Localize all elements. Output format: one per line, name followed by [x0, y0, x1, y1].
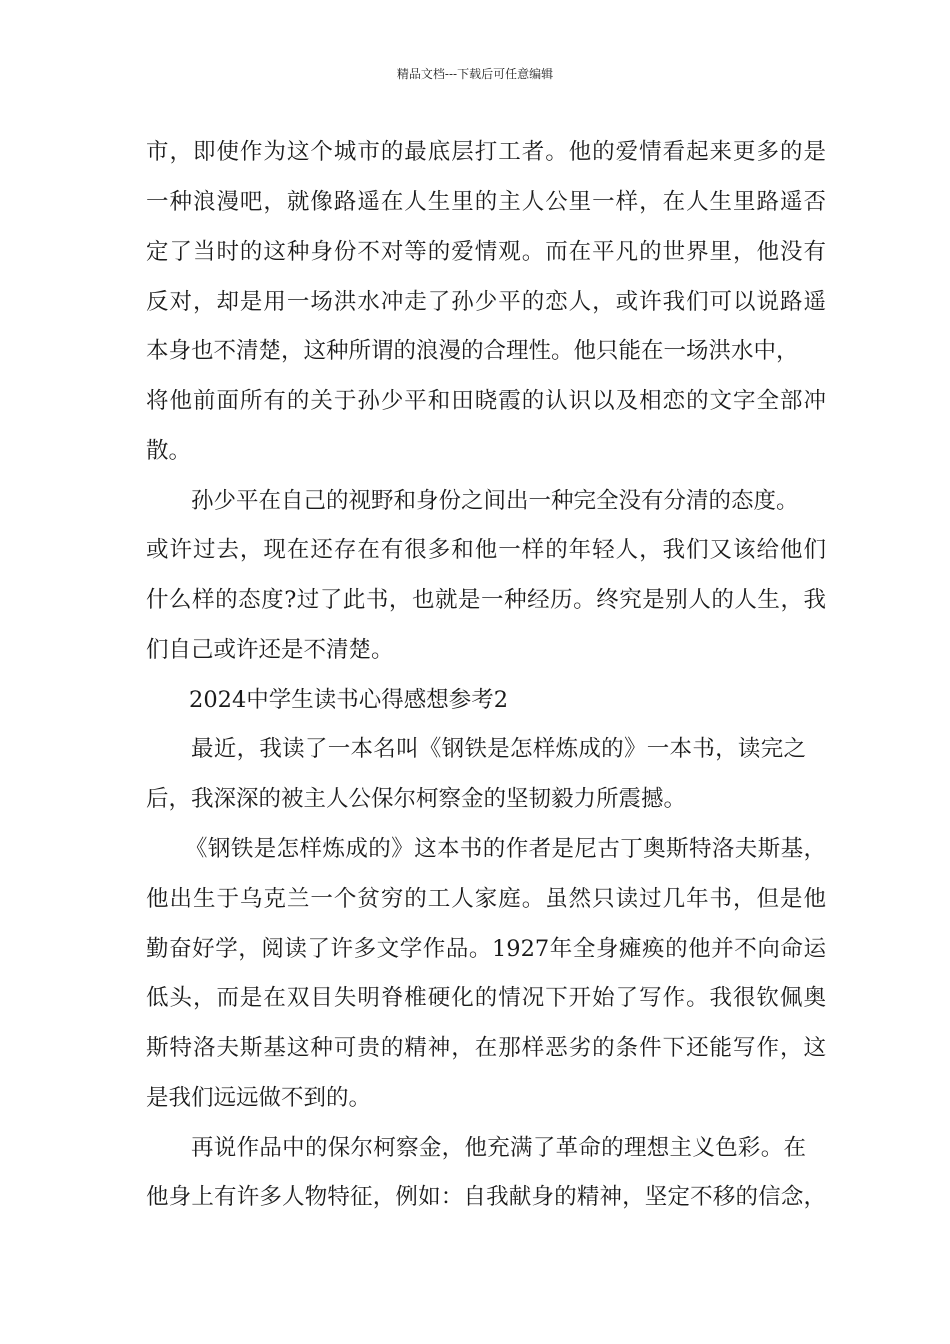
text-line: 一种浪漫吧，就像路遥在人生里的主人公里一样，在人生里路遥否	[146, 189, 826, 215]
text-line: 什么样的态度?过了此书，也就是一种经历。终究是别人的人生，我	[146, 587, 826, 613]
text-line: 斯特洛夫斯基这种可贵的精神，在那样恶劣的条件下还能写作，这	[146, 1035, 826, 1061]
text-line: 或许过去，现在还存在有很多和他一样的年轻人，我们又该给他们	[146, 537, 826, 563]
text-line: 后，我深深的被主人公保尔柯察金的坚韧毅力所震撼。	[146, 786, 687, 812]
text-line: 孙少平在自己的视野和身份之间出一种完全没有分清的态度。	[191, 488, 799, 514]
page-header: 精品文档---下载后可任意编辑	[396, 67, 554, 81]
text-line: 勤奋好学，阅读了许多文学作品。1927年全身瘫痪的他并不向命运	[146, 936, 826, 962]
text-line: 市，即使作为这个城市的最底层打工者。他的爱情看起来更多的是	[146, 139, 826, 165]
text-line: 他身上有许多人物特征，例如：自我献身的精神，坚定不移的信念，	[146, 1184, 826, 1210]
text-line: 再说作品中的保尔柯察金，他充满了革命的理想主义色彩。在	[191, 1135, 806, 1161]
text-line: 散。	[146, 438, 192, 464]
text-line: 定了当时的这种身份不对等的爱情观。而在平凡的世界里，他没有	[146, 239, 826, 265]
section-heading: 2024中学生读书心得感想参考2	[189, 687, 509, 713]
text-line: 们自己或许还是不清楚。	[146, 637, 394, 663]
text-line: 最近，我读了一本名叫《钢铁是怎样炼成的》一本书，读完之	[191, 736, 806, 762]
text-line: 将他前面所有的关于孙少平和田晓霞的认识以及相恋的文字全部冲	[146, 388, 826, 414]
text-line: 本身也不清楚，这种所谓的浪漫的合理性。他只能在一场洪水中，	[146, 338, 799, 364]
text-line: 他出生于乌克兰一个贫穷的工人家庭。虽然只读过几年书，但是他	[146, 886, 826, 912]
text-line: 低头，而是在双目失明脊椎硬化的情况下开始了写作。我很钦佩奥	[146, 985, 826, 1011]
text-line: 反对，却是用一场洪水冲走了孙少平的恋人，或许我们可以说路遥	[146, 289, 826, 315]
text-line: 是我们远远做不到的。	[146, 1085, 372, 1111]
text-line: 《钢铁是怎样炼成的》这本书的作者是尼古丁奥斯特洛夫斯基，	[185, 836, 826, 862]
